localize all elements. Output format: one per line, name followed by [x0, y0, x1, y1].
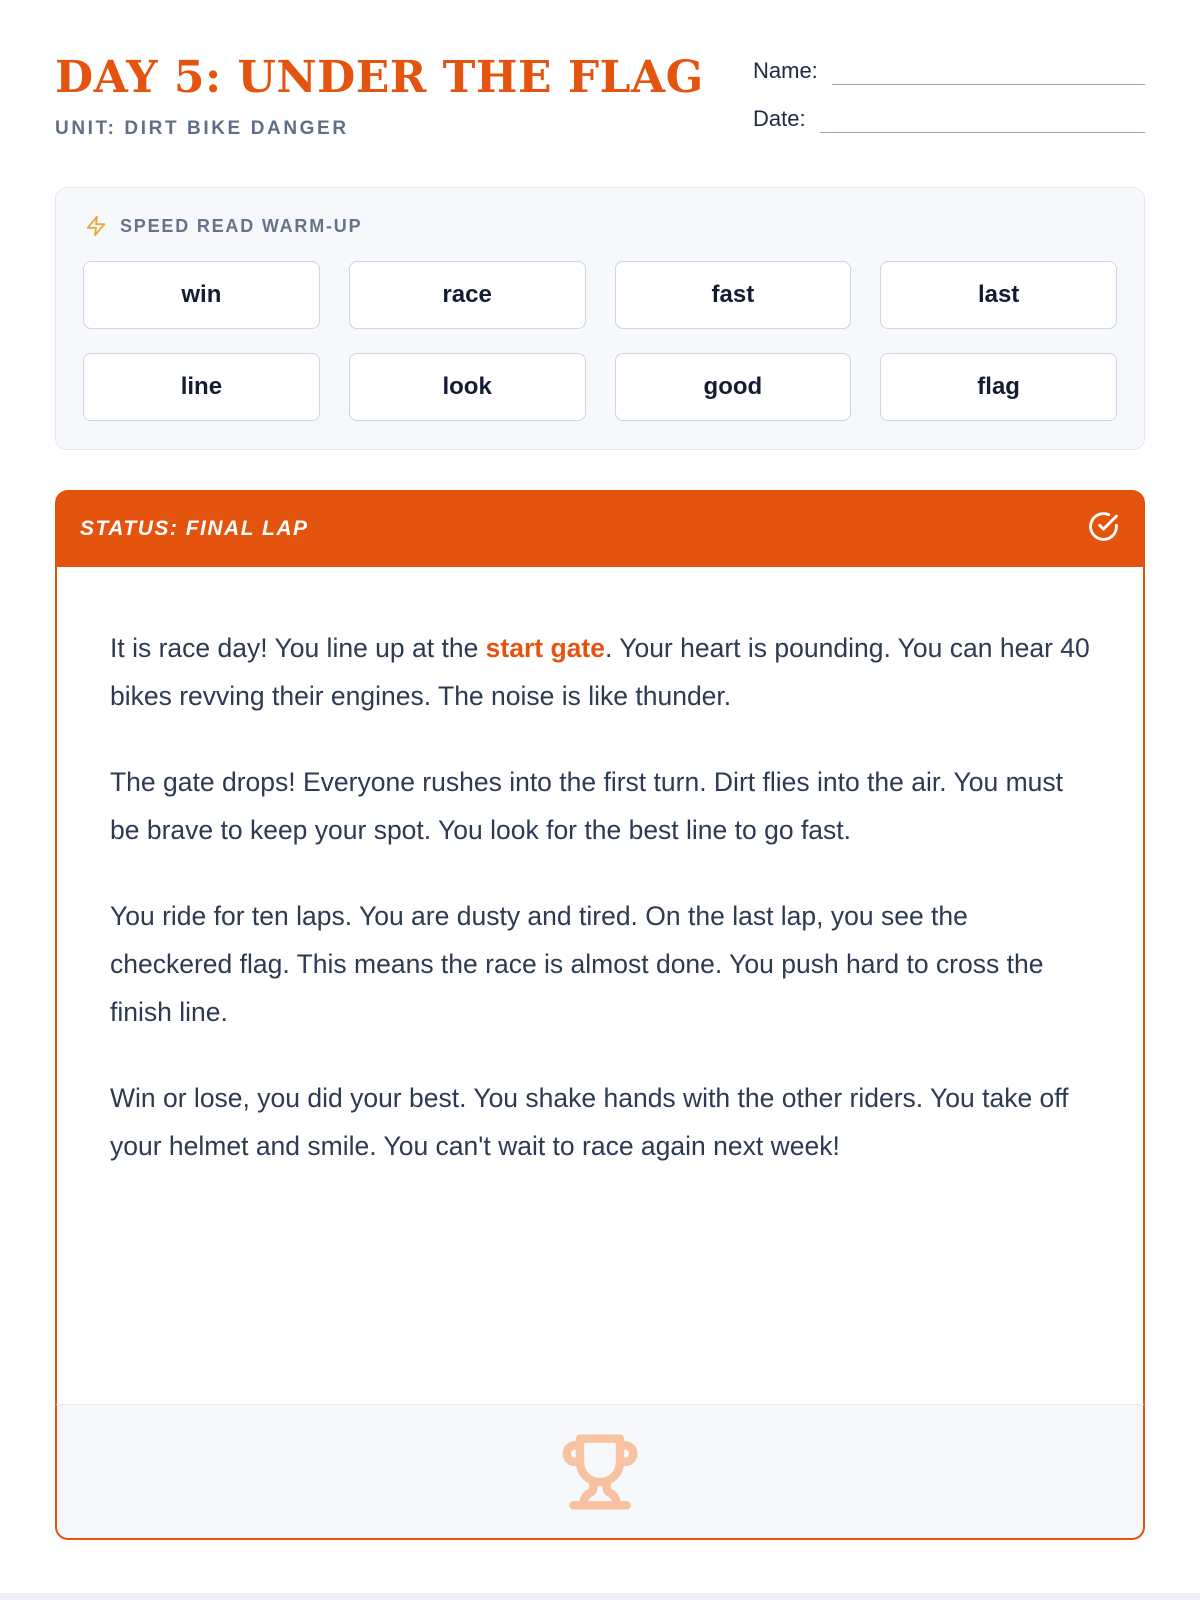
next-page-edge	[0, 1593, 1200, 1600]
word-card: flag	[880, 353, 1117, 421]
zap-icon	[85, 215, 107, 237]
word-card: look	[349, 353, 586, 421]
word-card: good	[615, 353, 852, 421]
unit-subtitle: UNIT: DIRT BIKE DANGER	[55, 118, 349, 140]
warmup-header	[83, 215, 1117, 237]
paragraph: Win or lose, you did your best. You shake hands with the other riders. You take off your helmet and smile. You can't wait to race again next week!	[110, 1083, 1069, 1161]
name-date-block	[753, 55, 1145, 153]
paragraph: You ride for ten laps. You are dusty and tired. On the last lap, you see the checkered flag. This means the race is almost done. You push hard to cross the finish line.	[110, 901, 1044, 1027]
status-bar	[55, 490, 1145, 567]
warmup-label: SPEED READ WARM-UP	[120, 215, 363, 236]
word-card: last	[880, 261, 1117, 329]
trophy-icon	[560, 1432, 640, 1512]
status-label: STATUS: FINAL LAP	[80, 516, 309, 540]
name-input-line[interactable]	[832, 58, 1145, 85]
paragraph: The gate drops! Everyone rushes into the first turn. Dirt flies into the air. You must be brave to keep your spot. You look for the best line to go fast.	[110, 767, 1064, 845]
title-block	[55, 52, 704, 140]
date-label: Date:	[753, 106, 806, 131]
name-field-row	[753, 57, 1145, 85]
paragraph	[110, 624, 1091, 720]
passage-body	[55, 567, 1145, 1404]
warmup-panel	[55, 187, 1145, 450]
page-title: DAY 5: UNDER THE FLAG	[55, 52, 704, 103]
word-card: fast	[615, 261, 852, 329]
date-field-row	[753, 105, 1145, 133]
highlight-term: start gate	[485, 633, 605, 663]
paragraph-text: . Your heart is pounding. You can hear 40 bikes revving their engines. The noise is like thunder.	[110, 633, 1090, 711]
check-circle-icon	[1088, 511, 1119, 542]
page-header	[55, 52, 1145, 153]
word-grid	[83, 261, 1117, 421]
word-card: line	[83, 353, 320, 421]
name-label: Name:	[753, 58, 818, 83]
paragraph-text: It is race day! You line up at the	[110, 633, 486, 663]
word-card: race	[349, 261, 586, 329]
passage-footer	[55, 1404, 1145, 1540]
passage-card	[55, 490, 1145, 1540]
date-input-line[interactable]	[820, 106, 1145, 133]
word-card: win	[83, 261, 320, 329]
